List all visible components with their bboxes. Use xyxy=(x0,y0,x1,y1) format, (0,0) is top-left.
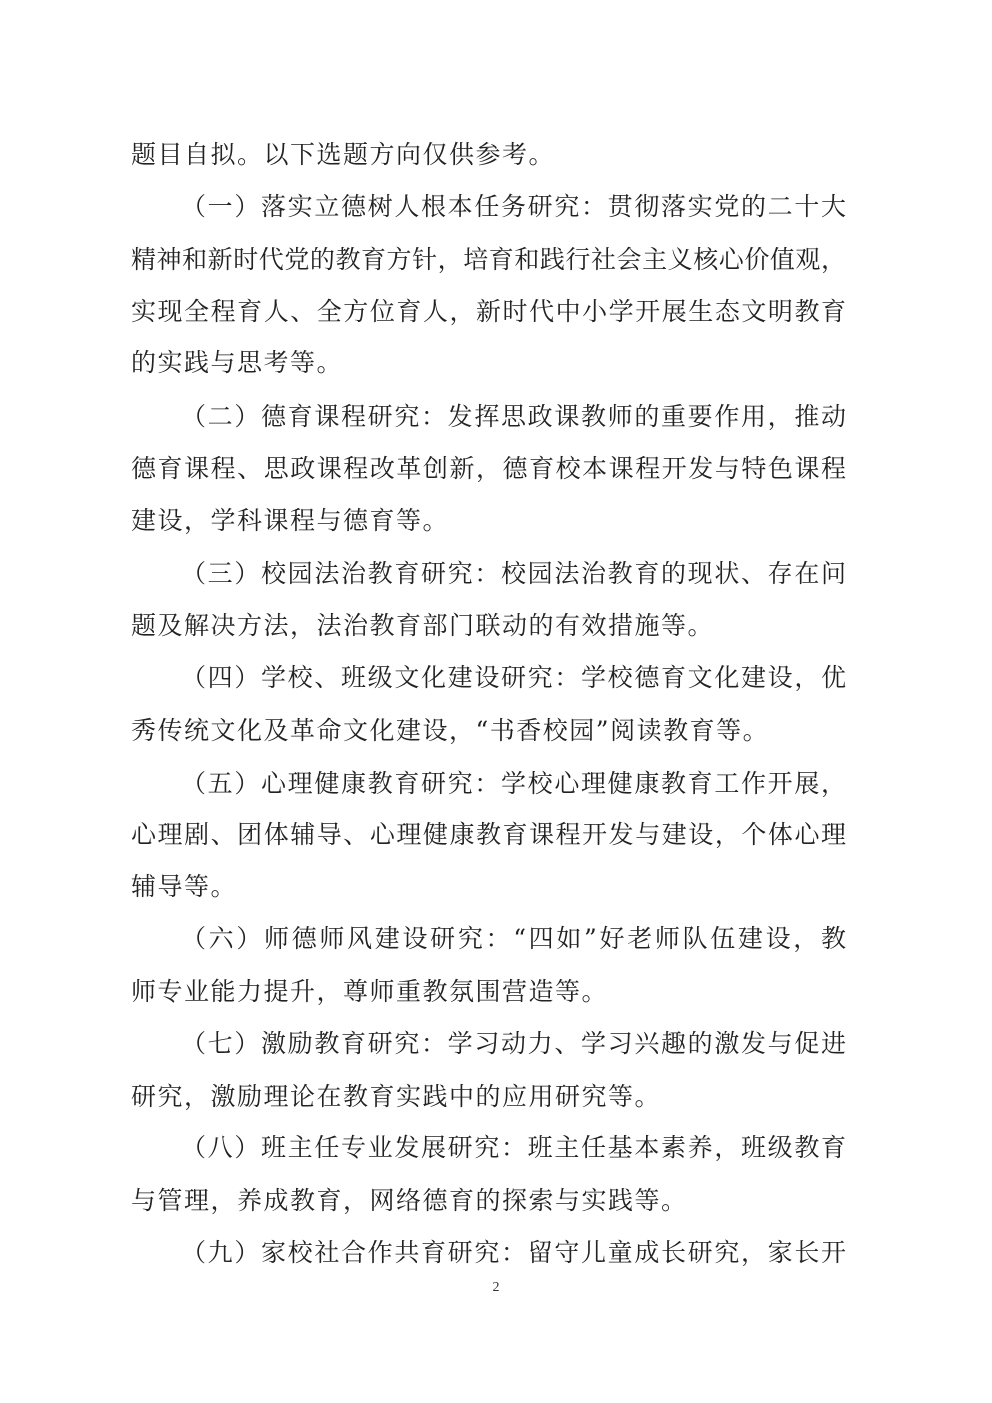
section-4-line-2: 秀传统文化及革命文化建设，“书香校园”阅读教育等。 xyxy=(131,716,770,745)
section-1-line-4: 的实践与思考等。 xyxy=(131,348,344,377)
section-1-line-2: 精神和新时代党的教育方针，培育和践行社会主义核心价值观， xyxy=(131,245,846,274)
section-3-line-2: 题及解决方法，法治教育部门联动的有效措施等。 xyxy=(131,611,715,640)
section-6-line-1: （六）师德师风建设研究：“四如”好老师队伍建设，教 xyxy=(181,924,846,953)
section-3-line-1: （三）校园法治教育研究：校园法治教育的现状、存在问 xyxy=(181,559,846,588)
section-5-line-2: 心理剧、团体辅导、心理健康教育课程开发与建设，个体心理 xyxy=(131,820,846,849)
page-number: 2 xyxy=(492,1280,500,1295)
section-4-line-1: （四）学校、班级文化建设研究：学校德育文化建设，优 xyxy=(181,663,846,692)
section-1-line-1: （一）落实立德树人根本任务研究：贯彻落实党的二十大 xyxy=(181,192,846,221)
section-5-line-1: （五）心理健康教育研究：学校心理健康教育工作开展， xyxy=(181,769,846,798)
section-9-line-1: （九）家校社合作共育研究：留守儿童成长研究，家长开 xyxy=(181,1238,846,1267)
section-7-line-2: 研究，激励理论在教育实践中的应用研究等。 xyxy=(131,1082,662,1111)
section-8-line-2: 与管理，养成教育，网络德育的探索与实践等。 xyxy=(131,1186,688,1215)
section-2-line-1: （二）德育课程研究：发挥思政课教师的重要作用，推动 xyxy=(181,402,846,431)
section-2-line-2: 德育课程、思政课程改革创新，德育校本课程开发与特色课程 xyxy=(131,454,846,483)
section-8-line-1: （八）班主任专业发展研究：班主任基本素养，班级教育 xyxy=(181,1133,846,1162)
section-2-line-3: 建设，学科课程与德育等。 xyxy=(131,506,450,535)
intro-line: 题目自拟。以下选题方向仅供参考。 xyxy=(131,140,556,169)
section-5-line-3: 辅导等。 xyxy=(131,872,238,901)
section-7-line-1: （七）激励教育研究：学习动力、学习兴趣的激发与促进 xyxy=(181,1029,846,1058)
section-6-line-2: 师专业能力提升，尊师重教氛围营造等。 xyxy=(131,977,609,1006)
section-1-line-3: 实现全程育人、全方位育人，新时代中小学开展生态文明教育 xyxy=(131,297,846,326)
